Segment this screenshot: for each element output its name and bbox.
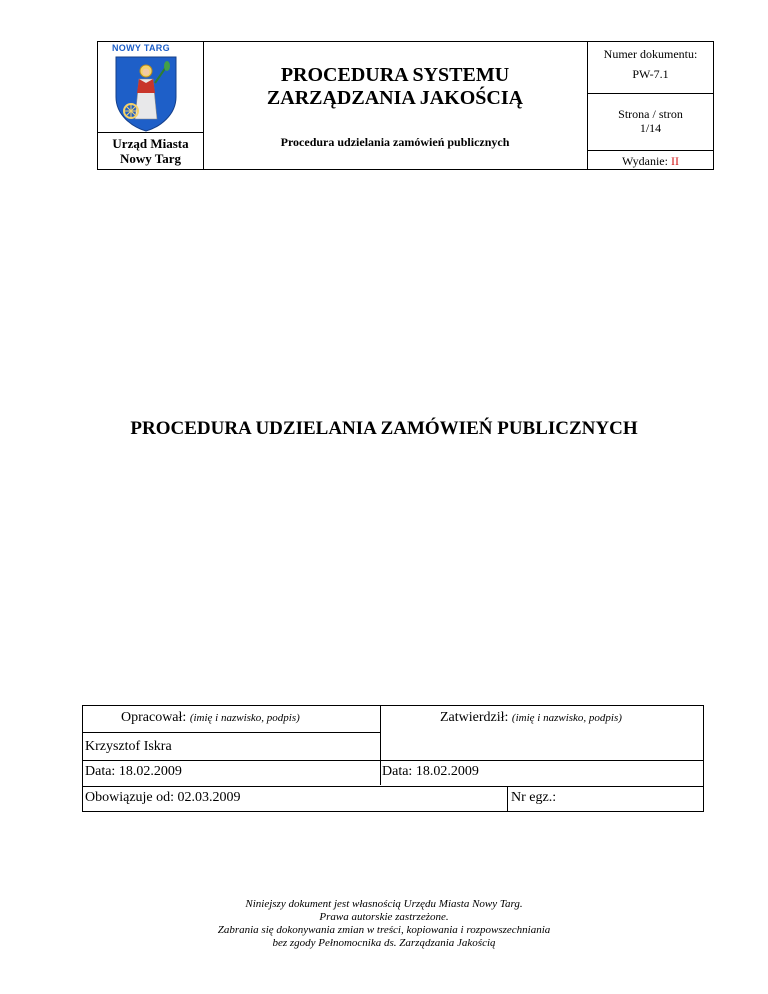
sig-divider-upper bbox=[380, 706, 381, 785]
docnum-cell-divider bbox=[587, 93, 714, 94]
edition bbox=[587, 154, 714, 168]
copyright-notice bbox=[0, 898, 768, 950]
signature-table bbox=[82, 705, 704, 812]
approved-date: Data: 18.02.2009 bbox=[382, 764, 479, 779]
procedure-subtitle: Procedura udzielania zamówień publicznych bbox=[280, 135, 510, 149]
doc-number-label: Numer dokumentu: bbox=[603, 47, 698, 61]
doc-number: PW-7.1 bbox=[632, 67, 669, 81]
office-name-line1: Urząd Miasta bbox=[112, 136, 189, 151]
system-title-line2: ZARZĄDZANIA JAKOŚCIĄ bbox=[266, 87, 524, 109]
office-name-line2: Nowy Targ bbox=[119, 151, 182, 166]
approved-by-label: Zatwierdził: bbox=[440, 710, 509, 725]
copyright-line3: Zabrania się dokonywania zmian w treści, kopiowania i rozpowszechniania bbox=[217, 924, 551, 936]
valid-from: Obowiązuje od: 02.03.2009 bbox=[85, 790, 241, 805]
document-main-title: PROCEDURA UDZIELANIA ZAMÓWIEŃ PUBLICZNYCH bbox=[130, 418, 638, 439]
crest-title: NOWY TARG bbox=[112, 43, 170, 53]
page-label: Strona / stron bbox=[618, 107, 683, 121]
sig-divider-lower bbox=[507, 786, 508, 811]
coat-of-arms-logo bbox=[112, 53, 180, 133]
copy-number: Nr egz.: bbox=[511, 790, 557, 805]
approved-by-header bbox=[440, 710, 622, 726]
copyright-line1: Niniejszy dokument jest własnością Urzędu Miasta Nowy Targ. bbox=[245, 898, 523, 910]
prepared-by-name: Krzysztof Iskra bbox=[85, 739, 172, 754]
system-title bbox=[203, 64, 587, 110]
prepared-by-label: Opracował: bbox=[121, 710, 187, 725]
sig-row1-divider-left bbox=[83, 732, 380, 733]
office-name bbox=[98, 136, 203, 166]
prepared-by-hint: (imię i nazwisko, podpis) bbox=[189, 712, 300, 724]
sig-row2-divider bbox=[83, 760, 703, 761]
copyright-line4: bez zgody Pełnomocnika ds. Zarządzania Jakością bbox=[272, 937, 496, 949]
document-header-table bbox=[97, 41, 714, 170]
edition-label: Wydanie: bbox=[622, 154, 668, 168]
prepared-by-header bbox=[121, 710, 300, 726]
sig-row3-divider bbox=[83, 786, 703, 787]
prepared-date: Data: 18.02.2009 bbox=[85, 764, 182, 779]
page-cell-divider bbox=[587, 150, 714, 151]
edition-value: II bbox=[670, 154, 679, 168]
page-value: 1/14 bbox=[639, 121, 662, 135]
logo-cell bbox=[98, 42, 203, 169]
approved-by-hint: (imię i nazwisko, podpis) bbox=[511, 712, 622, 724]
copyright-line2: Prawa autorskie zastrzeżone. bbox=[319, 911, 449, 923]
system-title-line1: PROCEDURA SYSTEMU bbox=[280, 64, 510, 86]
